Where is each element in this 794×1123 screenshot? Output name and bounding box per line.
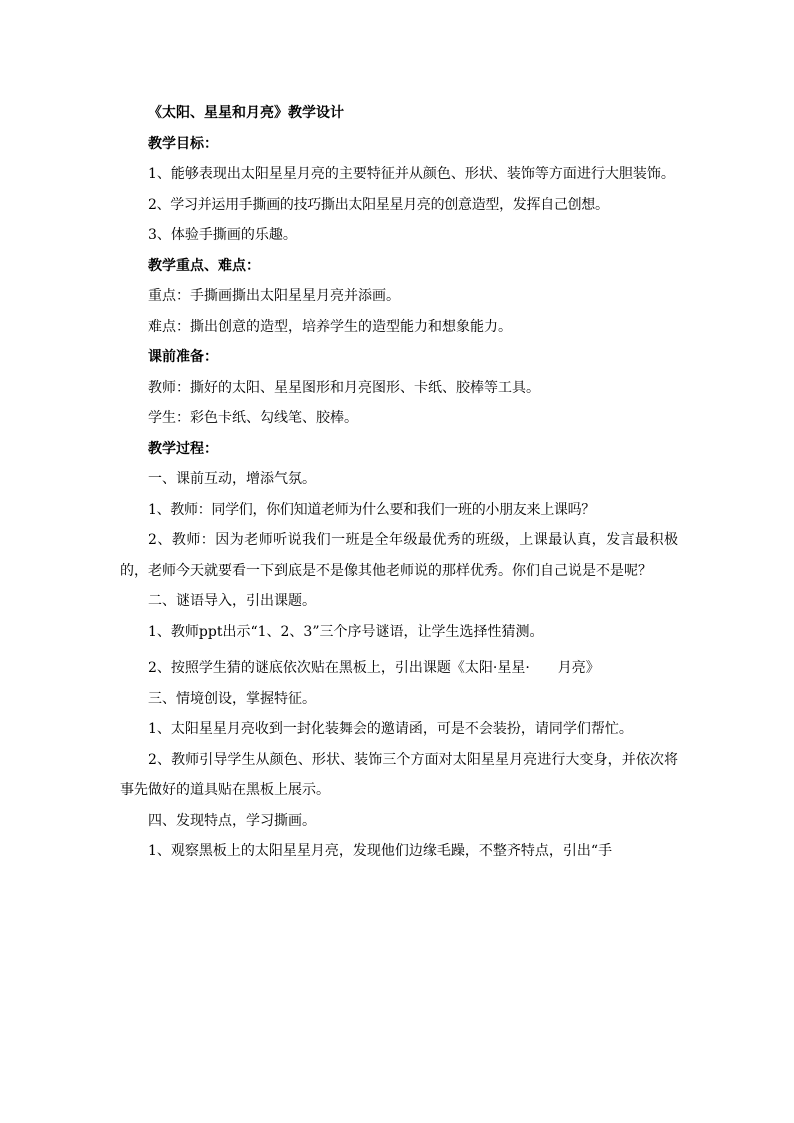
preparation-heading: 课前准备： [148,349,218,365]
process-heading: 教学过程： [148,440,218,457]
section-2-heading: 二、谜语导入，引出课题。 [148,593,316,609]
document-body [120,98,678,867]
section-1-heading: 一、课前互动，增添气氛。 [148,471,316,487]
key-points-heading: 教学重点、难点： [148,257,260,274]
section-3-item-2: 2、教师引导学生从颜色、形状、装饰三个方面对太阳星星月亮进行大变身，并依次将事先做好的道具贴在黑板上展示。 [120,751,678,798]
goal-item-3: 3、体验手撕画的乐趣。 [148,227,297,243]
goal-item-2: 2、学习并运用手撕画的技巧撕出太阳星星月亮的创意造型，发挥自己创想。 [148,196,609,213]
preparation-teacher: 教师：撕好的太阳、星星图形和月亮图形、卡纸、胶棒等工具。 [148,379,540,396]
goal-item-1: 1、能够表现出太阳星星月亮的主要特征并从颜色、形状、装饰等方面进行大胆装饰。 [148,166,675,182]
difficult-point: 难点：撕出创意的造型，培养学生的造型能力和想象能力。 [148,318,512,335]
section-4-item-1: 1、观察黑板上的太阳星星月亮，发现他们边缘毛躁，不整齐特点，引出“手 [148,843,613,859]
section-2-item-1: 1、教师ppt出示“1、2、3”三个序号谜语，让学生选择性猜测。 [148,623,544,640]
section-1-item-1: 1、教师：同学们，你们知道老师为什么要和我们一班的小朋友来上课吗？ [148,501,596,518]
section-2-item-2: 2、按照学生猜的谜底依次贴在黑板上，引出课题《太阳·星星· 月亮》 [148,660,600,676]
document-title: 《太阳、星星和月亮》教学设计 [148,105,344,121]
section-4-heading: 四、发现特点，学习撕画。 [148,812,316,829]
section-3-item-1: 1、太阳星星月亮收到一封化装舞会的邀请函，可是不会装扮，请同学们帮忙。 [148,721,633,737]
section-3-heading: 三、情境创设，掌握特征。 [148,690,316,707]
goals-heading: 教学目标： [148,135,218,152]
key-point: 重点：手撕画撕出太阳星星月亮并添画。 [148,288,400,304]
section-1-item-2: 2、教师：因为老师听说我们一班是全年级最优秀的班级，上课最认真，发言最积极的，老师今天就要看一下到底是不是像其他老师说的那样优秀。你们自己说是不是呢？ [120,532,678,579]
preparation-student: 学生：彩色卡纸、勾线笔、胶棒。 [148,410,358,426]
